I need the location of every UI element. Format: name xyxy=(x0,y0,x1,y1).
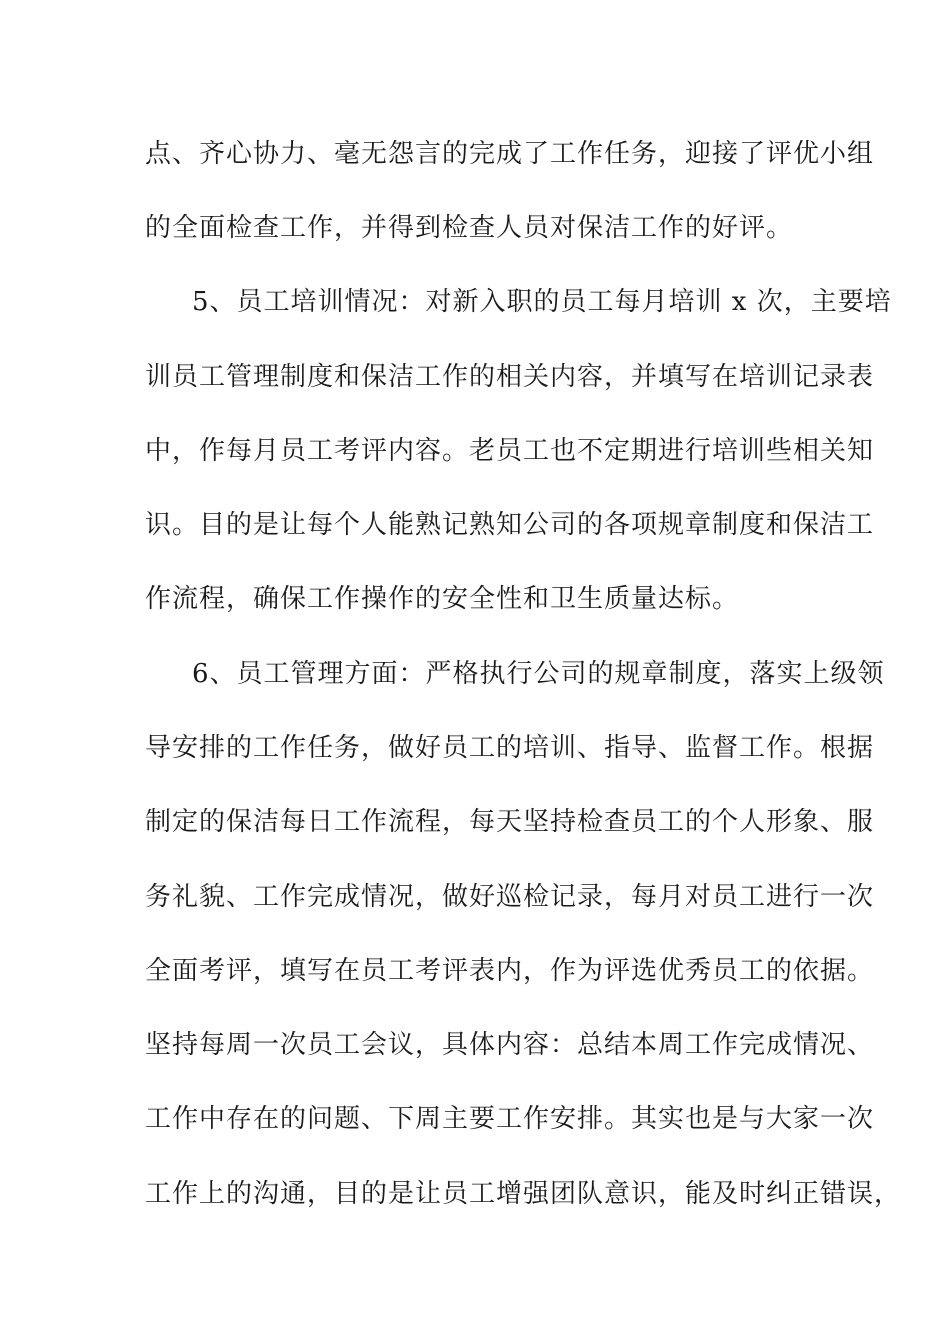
text-line-12: 全面考评，填写在员工考评表内，作为评选优秀员工的依据。 xyxy=(145,956,875,986)
text-line-15: 工作上的沟通，目的是让员工增强团队意识，能及时纠正错误， xyxy=(145,1179,902,1209)
text-line-14: 工作中存在的问题、下周主要工作安排。其实也是与大家一次 xyxy=(145,1104,875,1134)
text-line-4: 训员工管理制度和保洁工作的相关内容，并填写在培训记录表 xyxy=(145,362,875,392)
text-line-5: 中，作每月员工考评内容。老员工也不定期进行培训些相关知 xyxy=(145,436,875,466)
text-line-1: 点、齐心协力、毫无怨言的完成了工作任务，迎接了评优小组 xyxy=(145,139,875,169)
text-line-11: 务礼貌、工作完成情况，做好巡检记录，每月对员工进行一次 xyxy=(145,882,875,912)
text-line-13: 坚持每周一次员工会议，具体内容：总结本周工作完成情况、 xyxy=(145,1030,875,1060)
text-line-3: 5、员工培训情况：对新入职的员工每月培训 x 次，主要培 xyxy=(192,287,892,317)
text-line-6: 识。目的是让每个人能熟记熟知公司的各项规章制度和保洁工 xyxy=(145,510,875,540)
text-line-8: 6、员工管理方面：严格执行公司的规章制度，落实上级领 xyxy=(192,659,885,689)
text-line-9: 导安排的工作任务，做好员工的培训、指导、监督工作。根据 xyxy=(145,733,875,763)
text-line-10: 制定的保洁每日工作流程，每天坚持检查员工的个人形象、服 xyxy=(145,807,875,837)
text-line-7: 作流程，确保工作操作的安全性和卫生质量达标。 xyxy=(145,584,740,614)
text-line-2: 的全面检查工作，并得到检查人员对保洁工作的好评。 xyxy=(145,213,794,243)
